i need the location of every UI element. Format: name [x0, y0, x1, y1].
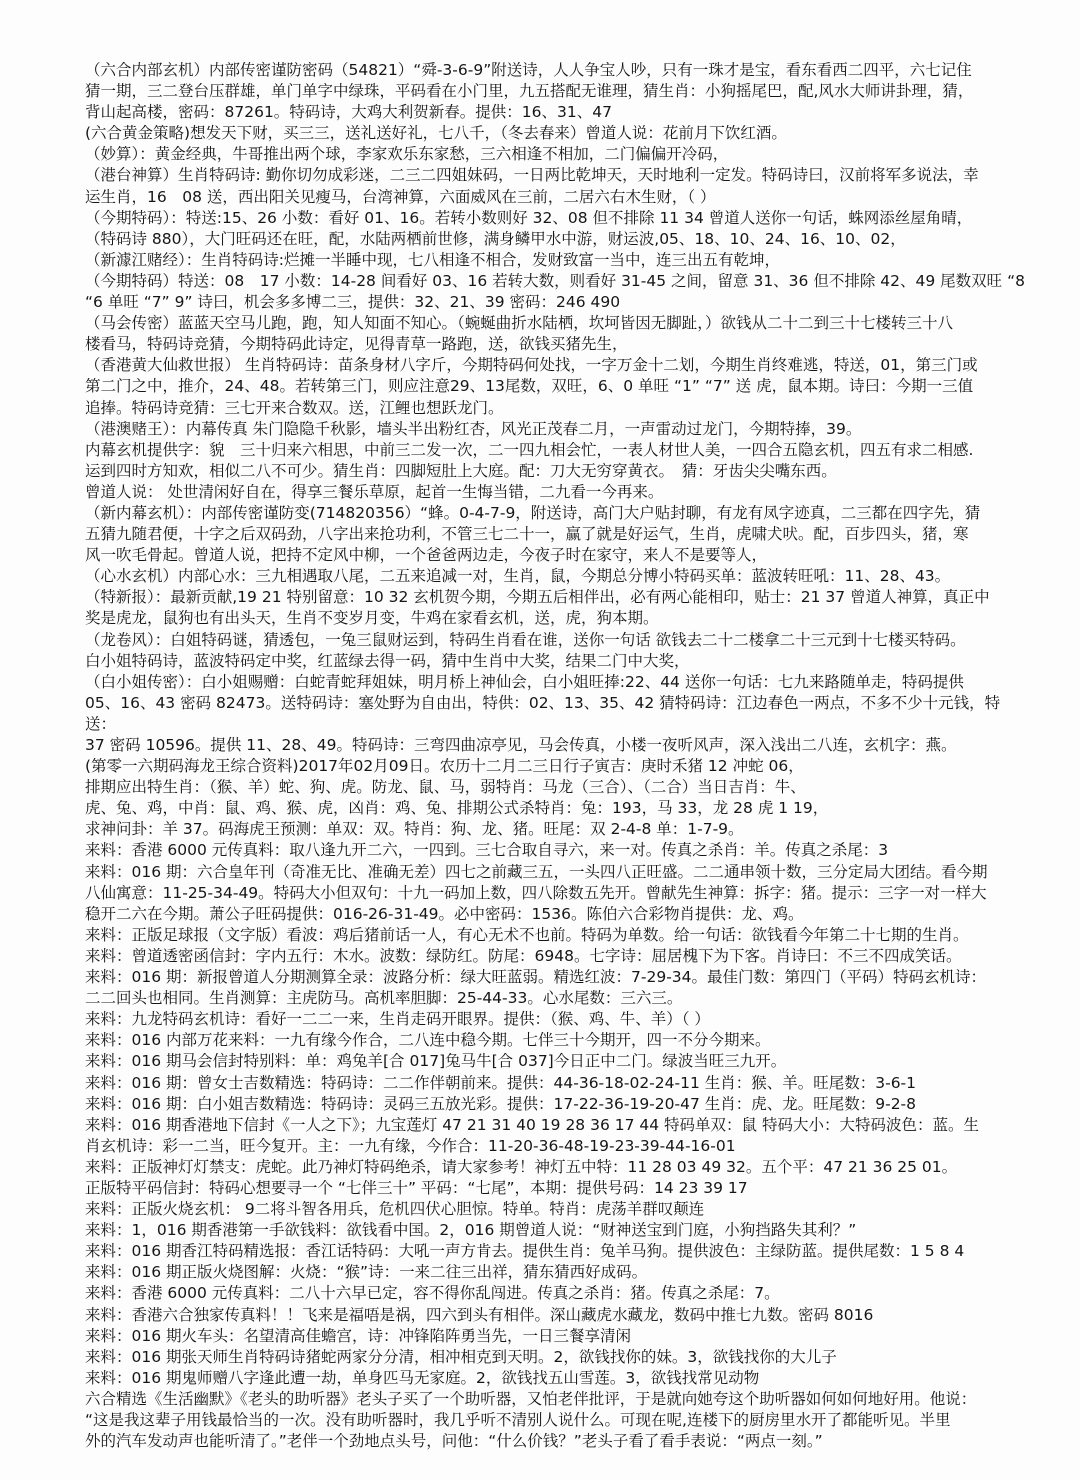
- text-line: 05、16、43 密码 82473。送特码诗：塞处野为自由出，特供：02、13、35、42 猜特码诗：江边春色一两点，不多不少十元钱，特送：: [85, 693, 1001, 733]
- text-line: 五猜九随君便，十字之后双码劲，八字出来抢功利，不管三七二十一，赢了就是好运气，生肖，虎啸犬吠。配，百步四头，猪，寒: [85, 525, 969, 544]
- text-line: 猜一期，三二登台压群雄，单门单字中绿珠，平码看在小门里，九五搭配无谁理，猜生肖：小狗摇尾巴，配,风水大师讲卦理，猜，: [85, 82, 974, 101]
- text-line: 外的汽车发动声也能听清了。”老伴一个劲地点头号，问他：“什么价钱？”老头子看了看手表说：“两点一刻。”: [85, 1432, 823, 1451]
- text-line: （白小姐传密）：白小姐赐赠：白蛇青蛇拜姐妹，明月桥上神仙会，白小姐旺捧:22、44 送你一句话：七九来路随单走，特码提供: [85, 672, 964, 691]
- text-line: 来料：016 期：六合皇年刊（奇准无比、准确无差）四七之前藏三五，一头四八正旺盛。二二通串领十数，三分定局大团结。看今期: [85, 862, 988, 881]
- text-line: 来料：016 期火车头：名望清高佳蟾宫，诗：冲锋陷阵勇当先，一日三餐享清闲: [85, 1326, 632, 1345]
- text-line: 来料：正版足球报（文字版）看波：鸡后猪前话一人，有心无术不也前。特码为单数。给一句话：欲钱看今年第二十七期的生肖。: [85, 925, 969, 944]
- text-line: 来料：016 期香港地下信封《一人之下》；九宝莲灯 47 21 31 40 19 28 36 17 44 特码单双：鼠 特码大小：大特码波色：蓝。生: [85, 1115, 979, 1134]
- text-line: 虎、兔、鸡，中肖：鼠、鸡、猴、虎，凶肖：鸡、兔、排期公式杀特肖：兔：193，马 33，龙 28 虎 1 19，: [85, 799, 829, 818]
- text-line: （特码诗 880），大门旺码还在旺，配，水陆两栖前世修，满身鳞甲水中游，财运波,05、18、10、24、16、10、02，: [85, 229, 906, 248]
- text-line: “这是我这辈子用钱最恰当的一次。没有助听器时，我几乎听不清别人说什么。可现在呢,连楼下的厨房里水开了都能听见。半里: [85, 1411, 951, 1429]
- text-line: 来料：016 期：曾女士吉数精选：特码诗：二二作伴朝前来。提供：44-36-18-02-24-11 生肖：猴、羊。旺尾数：3-6-1: [85, 1073, 917, 1092]
- text-line: 肖玄机诗：彩一二当，旺今复开。主：一九有缘，今作合：11-20-36-48-19-23-39-44-16-01: [85, 1136, 736, 1155]
- text-line: （港澳赌王）：内幕传真 朱门隐隐千秋影，墙头半出粉红杏，风光正茂春二月，一声雷动过龙门，今期特捧，39。: [85, 419, 862, 438]
- text-line: 八仙寓意：11-25-34-49。特码大小但双句：十九一码加上数，四八除数五先开。曾献先生神算：拆字：猪。提示：三字一对一样大: [85, 883, 987, 902]
- text-line: （妙算）：黄金经典，牛哥推出两个球，李家欢乐东家愁，三六相逢不相加，二门偏偏开冷码，: [85, 145, 729, 164]
- text-line: 排期应出特生肖：（猴、羊）蛇、狗、虎。防龙、鼠、马，弱特肖：马龙（三合）、（二合）当日吉肖：牛、: [85, 778, 806, 797]
- text-line: 来料：016 期香江特码精选报：香江话特码：大吼一声方肯去。提供生肖：兔羊马狗。提供波色：主绿防蓝。提供尾数：1 5 8 4: [85, 1242, 965, 1261]
- text-line: 来料：016 期正版火烧图解：火烧：“猴”诗：一来二往三出祥，猜东猜西好成码。: [85, 1263, 648, 1282]
- text-line: 运到四时方知欢，相似二八不可少。猜生肖：四脚短肚上大庭。配：刀大无穷穿黄衣。 猜：牙齿尖尖嘴东西。: [85, 461, 837, 480]
- text-line: 来料：016 期：新报曾道人分期测算全录：波路分析：绿大旺蓝弱。精选红波：7-29-34。最佳门数：第四门（平码）特码玄机诗：: [85, 968, 987, 987]
- text-line: （港台神算）生肖特码诗: 勤你切勿成彩迷，二三二四姐妹码，一日两比乾坤天，天时地利一定发。特码诗曰，汉前将军多说法，幸: [85, 166, 979, 185]
- text-line: 内幕玄机提供字：貌 三十归来六相思，中前三二发一次，二一四九相会忙，一表人材世人美，一四合五隐玄机，四五有求二相感.: [85, 440, 974, 459]
- text-line: 来料：016 期马会信封特别料：单：鸡兔羊[合 017]兔马牛[合 037]今日正中二门。绿波当旺三九开。: [85, 1052, 787, 1071]
- text-line: 二二回头也相同。生肖测算：主虎防马。高机率胆脚：25-44-33。心水尾数：三六三。: [85, 989, 683, 1008]
- text-line: （新澽江赌经）：生肖特码诗:烂摊一半睡中现，七八相逢不相合，发财致富一当中，连三出五有乾坤，: [85, 250, 780, 269]
- text-line: 六合精选《生活幽默》《老头的助听器》老头子买了一个助听器，又怕老伴批评，于是就向她夸这个助听器如何如何地好用。他说：: [85, 1389, 977, 1408]
- text-line: 来料：016 期鬼师赠八字逢此遭一劫，单身匹马无家庭。2，欲钱找五山雪莲。3，欲钱找常见动物: [85, 1368, 760, 1387]
- text-line: （香港黄大仙救世报） 生肖特码诗：苗条身材八字斤，今期特码何处找，一字万金十二划，今期生肖终难逃，特送，01，第三门或: [85, 356, 978, 375]
- text-line: （六合内部玄机）内部传密谨防密码（54821）“舜-3-6-9”附送诗，人人争宝人吵，只有一珠才是宝，看东看西二四平，六七记住: [85, 61, 972, 79]
- text-line: (六合黄金策略)想发天下财，买三三，送礼送好礼，七八千，（冬去春来）曾道人说：花前月下饮红酒。: [85, 124, 787, 143]
- text-line: 白小姐特码诗，蓝波特码定中奖，红蓝绿去得一码，猜中生肖中大奖，结果二门中大奖，: [85, 651, 690, 670]
- text-line: 楼看马，特码诗竞猜，今期特码此诗定，见得青草一路跑，送，欲钱买猪先生，: [85, 335, 628, 354]
- text-line: 来料：1，016 期香港第一手欲钱料：欲钱看中国。2，016 期曾道人说：“财神送宝到门庭，小狗挡路失其利？”: [85, 1221, 857, 1240]
- text-line: 来料：016 期：白小姐吉数精选：特码诗：灵码三五放光彩。提供：17-22-36-19-20-47 生肖：虎、龙。旺尾数：9-2-8: [85, 1094, 917, 1113]
- text-line: （龙卷风）：白姐特码谜，猜透包，一兔三鼠财运到，特码生肖看在谁，送你一句话 欲钱去二十二楼拿二十三元到十七楼买特码。: [85, 630, 966, 649]
- text-line: （心水玄机）内部心水：三九相遇取八尾，二五来追减一对，生肖，鼠，今期总分博小特码买单：蓝波转旺吼：11、28、43。: [85, 567, 951, 586]
- text-line: 第二门之中，推介，24、48。若转第三门，则应注意29、13尾数，双旺，6、0 单旺 “1” “7” 送 虎，鼠本期。诗曰：今期一三值: [85, 377, 974, 396]
- text-line: （马会传密）蓝蓝天空马儿跑，跑，知人知面不知心。（蜿蜒曲折水陆栖，坎坷皆因无脚趾，）欲钱从二十二到三十七楼转三十八: [85, 314, 954, 333]
- text-line: 37 密码 10596。提供 11、28、49。特码诗：三弯四曲凉亭见，马会传真，小楼一夜听风声，深入浅出二八连，玄机字：燕。: [85, 736, 957, 754]
- text-line: “6 单旺 “7” 9” 诗曰，机会多多博二三，提供：32、21、39 密码：246 490: [85, 293, 621, 312]
- text-line: 来料：香港六合独家传真料！！飞来是福唔是祸，四六到头有相伴。深山藏虎水藏龙，数码中推七九数。密码 8016: [85, 1305, 874, 1324]
- text-line: （新内幕玄机）：内部传密谨防变(714820356）“蜂。0-4-7-9，附送诗，高门大户贴封聊，有龙有凤字迹真，二三都在四字先，猜: [85, 503, 981, 522]
- text-line: 曾道人说： 处世清闲好自在，得享三餐乐草原，起首一生悔当错，二九看一今再来。: [85, 482, 664, 501]
- text-line: 来料：香港 6000 元传真料：二八十六早已定，容不得你乱闯进。传真之杀肖：猪。传真之杀尾：7。: [85, 1284, 780, 1303]
- text-line: 来料：正版神灯灯禁支：虎蛇。此乃神灯特码绝杀，请大家参考！神灯五中特：11 28 03 49 32。五个平：47 21 36 25 01。: [85, 1157, 958, 1176]
- text-line: 稳开二六在今期。萧公子旺码提供：016-26-31-49。必中密码：1536。陈伯六合彩物肖提供：龙、鸡。: [85, 904, 804, 923]
- text-line: （今期特码）特送：08 17 小数：14-28 间看好 03、16 若转大数，则看好 31-45 之间，留意 31、36 但不排除 42、49 尾数双旺 “8: [85, 271, 1025, 290]
- text-line: 来料：九龙特码玄机诗：看好一二二一来，生肖走码开眼界。提供：（猴、鸡、牛、羊）（ ）: [85, 1010, 710, 1029]
- text-line: 来料：香港 6000 元传真料：取八逢九开二六，一四到。三七合取自寻六，来一对。传真之杀肖：羊。传真之杀尾：3: [85, 841, 889, 860]
- text-line: 来料：016 期张天师生肖特码诗猪蛇两家分分清，相冲相克到天明。2，欲钱找你的妹。3，欲钱找你的大儿子: [85, 1347, 837, 1366]
- text-line: 运生肖，16 08 送，西出阳关见瘦马，台湾神算，六面威风在三前，二居六右木生财，（ ）: [85, 187, 716, 206]
- text-line: （今期特码）：特送:15、26 小数：看好 01、16。若转小数则好 32、08 但不排除 11 34 曾道人送你一句话，蛛网添丝屋角晴，: [85, 208, 973, 227]
- text-line: 来料：016 内部万花来料：一九有缘今作合，二八连中稳今期。七伴三十今期开，四一不分今期来。: [85, 1031, 771, 1050]
- lottery-tips-document: [85, 60, 1025, 1452]
- text-line: 来料：正版火烧玄机： 9二将斗智各用兵，危机四伏心胆惊。特单。特肖：虎荡羊群叹颠连: [85, 1200, 705, 1219]
- text-line: （特新报）：最新贡献,19 21 特别留意：10 32 玄机贺今期，今期五后相伴出，必有两心能相印，贴士：21 37 曾道人神算，真正中: [85, 588, 990, 607]
- text-line: 正版特平码信封：特码心想要寻一个 “七伴三十” 平码：“七尾”，本期：提供号码：14 23 39 17: [85, 1178, 748, 1197]
- text-line: 风一吹毛骨起。曾道人说，把持不定风中柳，一个爸爸两边走，今夜子时在家守，来人不是要等人，: [85, 546, 768, 565]
- text-line: 求神问卦：羊 37。码海虎王预测：单双：双。特肖：狗、龙、猪。旺尾：双 2-4-8 单：1-7-9。: [85, 820, 744, 839]
- text-line: 奖是虎龙，鼠狗也有出头天，生肖不变岁月变，牛鸡在家看玄机，送，虎，狗本期。: [85, 609, 659, 628]
- text-line: 背山起高楼，密码：87261。特码诗，大鸡大利贺新春。提供：16、31、47: [85, 103, 612, 122]
- text-line: 来料：曾道透密函信封：字内五行：木水。波数：绿防红。防尾：6948。七字诗：屈居槐下为下客。肖诗曰：不三不四成笑话。: [85, 946, 962, 965]
- text-line: 追捧。特码诗竞猜：三七开来合数双。送，江鲤也想跃龙门。: [85, 398, 504, 417]
- text-line: (第零一六期码海龙王综合资料)2017年02月09日。农历十二月二三日行子寅吉：庚时禾猪 12 冲蛇 06，: [85, 757, 804, 776]
